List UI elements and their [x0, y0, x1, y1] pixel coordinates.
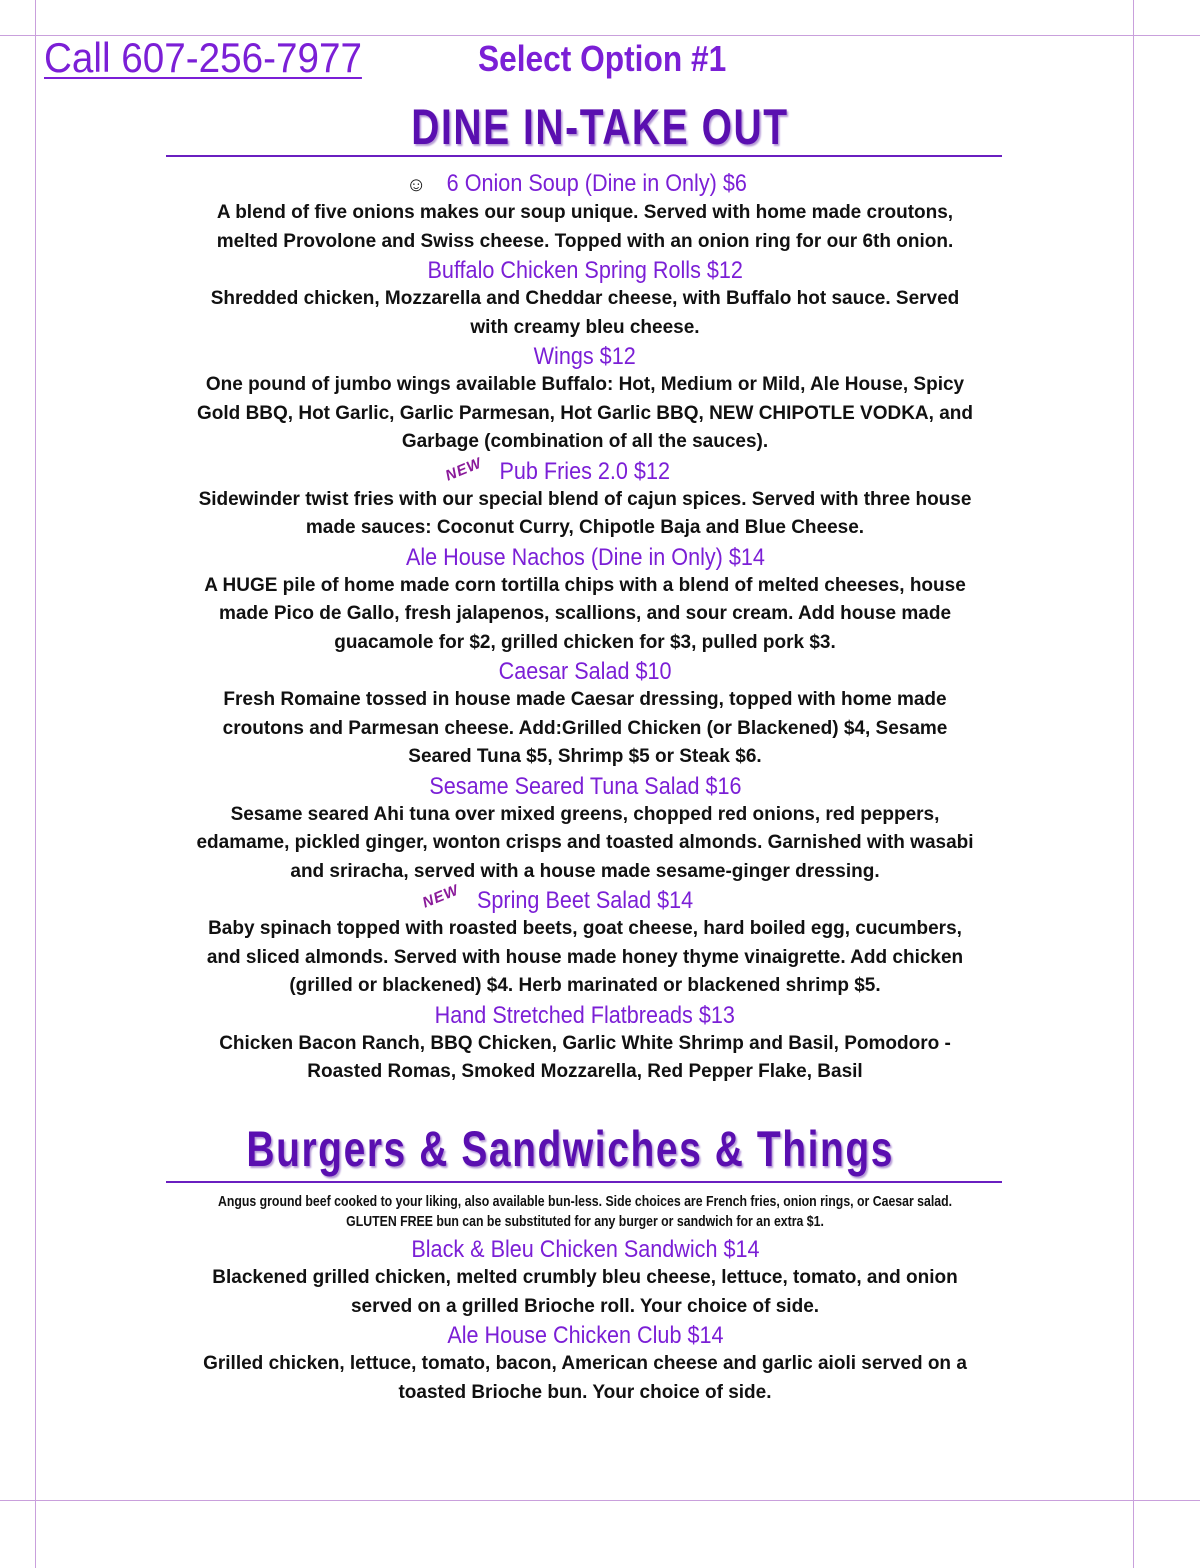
smiley-icon: ☺	[406, 174, 427, 196]
item-title: Hand Stretched Flatbreads $13	[434, 1001, 736, 1029]
item-description: Sesame seared Ahi tuna over mixed greens, chopped red onions, red peppers, edamame, pickled ginger, wonton crisps and toasted almonds. Garnished with wasabi and sriracha, served with a house made sesame-ginger dressing.	[196, 803, 974, 882]
crop-guide	[0, 1500, 1200, 1501]
new-badge: NEW	[420, 881, 462, 912]
menu-item-beet-salad	[160, 881, 1010, 1001]
item-description: A HUGE pile of home made corn tortilla chips with a blend of melted cheeses, house made Pico de Gallo, fresh jalapenos, scallions, and sour cream. Add house made guacamole for $2, grilled chicken for $3, pulled pork $3.	[204, 574, 966, 653]
item-title: Ale House Nachos (Dine in Only) $14	[405, 543, 765, 571]
item-description: Sidewinder twist fries with our special blend of cajun spices. Served with three house made sauces: Coconut Curry, Chipotle Baja and Blue Cheese.	[198, 488, 972, 538]
menu-section-appetizers	[160, 170, 1010, 1088]
menu-section-burgers	[160, 1236, 1010, 1408]
menu-item-onion-soup	[160, 170, 1010, 256]
menu-item-tuna-salad	[160, 773, 1010, 887]
crop-guide	[1133, 0, 1134, 1568]
item-title: Ale House Chicken Club $14	[446, 1322, 724, 1349]
section-heading-burgers: Burgers & Sandwiches & Things	[246, 1121, 894, 1177]
crop-guide	[35, 0, 36, 1568]
item-description: One pound of jumbo wings available Buffalo: Hot, Medium or Mild, Ale House, Spicy Gold BBQ, Hot Garlic, Garlic Parmesan, Hot Garlic BBQ, NEW CHIPOTLE VODKA, and Garbage (combination of all the sauces).	[197, 374, 973, 452]
menu-item-flatbreads	[160, 1002, 1010, 1087]
item-description: A blend of five onions makes our soup unique. Served with home made croutons, melted Provolone and Swiss cheese. Topped with an onion ring for our 6th onion.	[216, 202, 954, 252]
item-description: Blackened grilled chicken, melted crumbly bleu cheese, lettuce, tomato, and onion served on a grilled Brioche roll. Your choice of side.	[212, 1267, 958, 1317]
new-badge: NEW	[443, 454, 485, 485]
item-title: NEW Spring Beet Salad $14	[160, 887, 1010, 915]
item-title: Buffalo Chicken Spring Rolls $12	[427, 257, 743, 284]
menu-item-chicken-club	[160, 1322, 1010, 1407]
item-title: NEW Pub Fries 2.0 $12	[160, 458, 1010, 486]
section-note: Angus ground beef cooked to your liking, also available bun-less. Side choices are French fries, onion rings, or Caesar salad. GLUTEN FREE bun can be substituted for any burger or sandwich for an extra $1.	[217, 1193, 953, 1230]
phone-number-link[interactable]: Call 607-256-7977	[44, 34, 362, 81]
item-title: ☺ 6 Onion Soup (Dine in Only) $6	[406, 170, 748, 197]
item-description: Shredded chicken, Mozzarella and Cheddar cheese, with Buffalo hot sauce. Served with creamy bleu cheese.	[210, 288, 960, 338]
section-heading-dine-in: DINE IN-TAKE OUT	[411, 99, 789, 155]
divider	[166, 155, 1002, 157]
item-description: Chicken Bacon Ranch, BBQ Chicken, Garlic White Shrimp and Basil, Pomodoro - Roasted Romas, Smoked Mozzarella, Red Pepper Flake, Basil	[219, 1032, 951, 1082]
item-description: Grilled chicken, lettuce, tomato, bacon, American cheese and garlic aioli served on a toasted Brioche bun. Your choice of side.	[203, 1353, 967, 1403]
menu-item-caesar-salad	[160, 658, 1010, 772]
menu-item-black-bleu-sandwich	[160, 1236, 1010, 1321]
menu-item-nachos	[160, 544, 1010, 658]
menu-item-wings	[160, 343, 1010, 457]
item-description: Baby spinach topped with roasted beets, goat cheese, hard boiled egg, cucumbers, and sliced almonds. Served with house made honey thyme vinaigrette. Add chicken (grilled or blackened) $4. Herb marinated or blackened shrimp $5.	[206, 918, 964, 996]
item-title: Black & Bleu Chicken Sandwich $14	[410, 1236, 760, 1263]
menu-item-spring-rolls	[160, 257, 1010, 342]
item-title: Sesame Seared Tuna Salad $16	[428, 772, 742, 800]
select-option-label: Select Option #1	[478, 38, 727, 79]
item-title: Caesar Salad $10	[498, 658, 672, 685]
item-description: Fresh Romaine tossed in house made Caesar dressing, topped with home made croutons and Parmesan cheese. Add:Grilled Chicken (or Blackened) $4, Sesame Seared Tuna $5, Shrimp $5 or Steak $6.	[222, 689, 948, 767]
divider	[166, 1181, 1002, 1183]
item-title: Wings $12	[533, 343, 637, 370]
menu-item-pub-fries	[160, 454, 1010, 543]
